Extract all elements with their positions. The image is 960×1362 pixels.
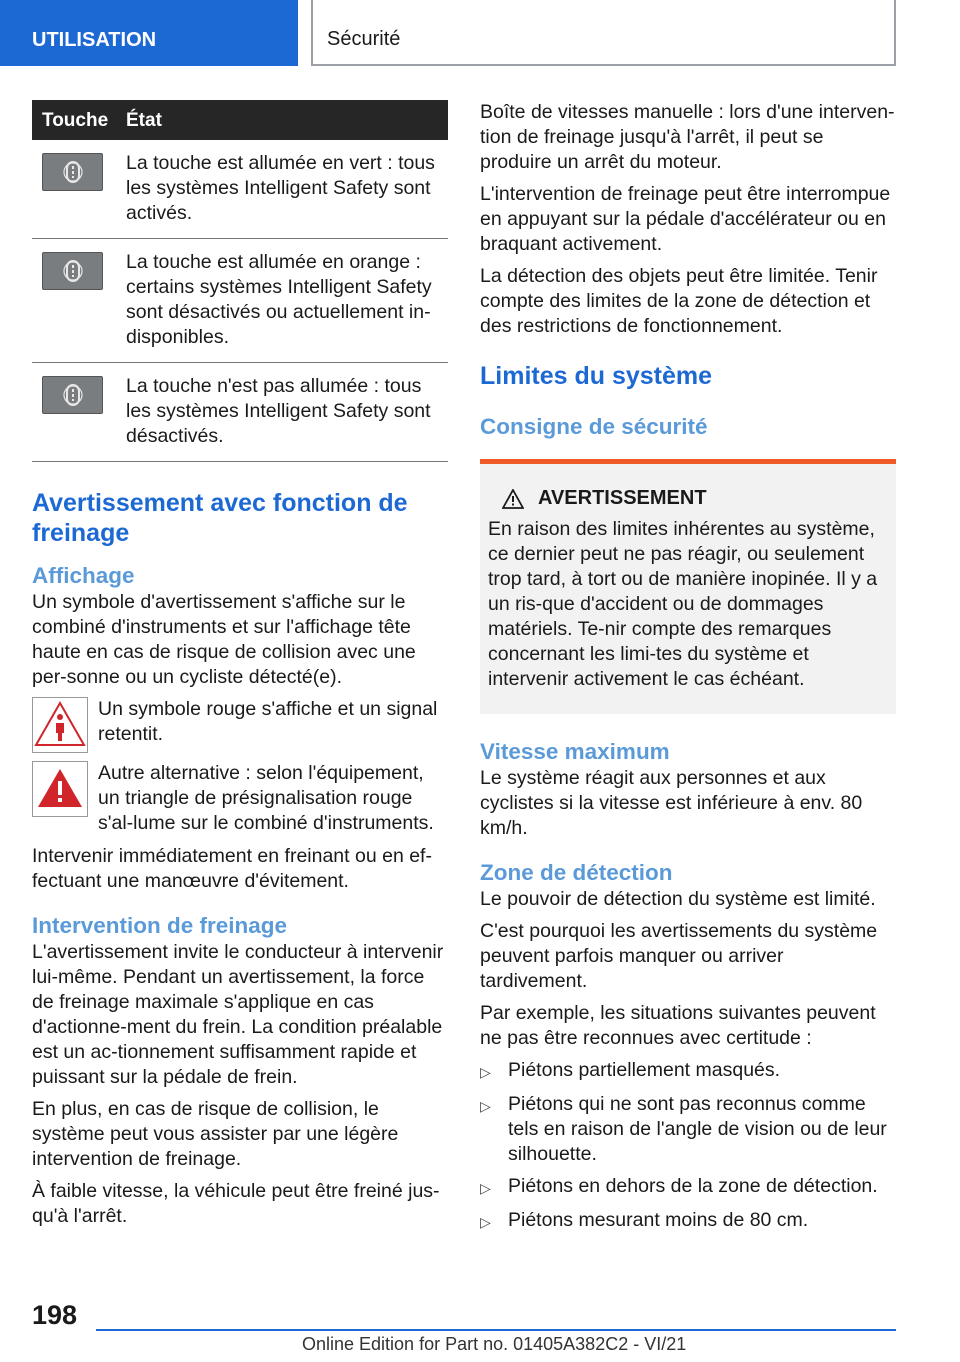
safety-button-icon xyxy=(42,153,103,191)
right-column xyxy=(480,100,896,1242)
icon-description: Autre alternative : selon l'équipement, un triangle de présignalisation rouge s'al-lume sur le combiné d'instruments. xyxy=(98,762,434,834)
table-row xyxy=(32,239,448,363)
safety-button-icon xyxy=(42,376,103,414)
table-row xyxy=(32,363,448,462)
chapter-title: Sécurité xyxy=(311,0,896,66)
table-header xyxy=(32,100,448,140)
button-status-table xyxy=(32,100,448,462)
subsection-heading-vitesse: Vitesse maximum xyxy=(480,739,670,764)
paragraph: La détection des objets peut être limitée. Tenir compte des limites de la zone de détection et des restrictions de fonctionnement. xyxy=(480,265,878,337)
triangle-bullet-icon: ▷ xyxy=(480,1214,491,1230)
paragraph: Un symbole d'avertissement s'affiche sur le combiné d'instruments et sur l'affichage tête haute en cas de risque de collision avec une per-sonne ou un cycliste détecté(e). xyxy=(32,591,416,688)
paragraph: Boîte de vitesses manuelle : lors d'une interven-tion de freinage jusqu'à l'arrêt, il peut se produire un arrêt du moteur. xyxy=(480,101,895,173)
page-number: 198 xyxy=(32,1300,78,1330)
warning-title-text: AVERTISSEMENT xyxy=(538,487,707,509)
section-heading: Avertissement avec fonction de freinage xyxy=(32,489,408,547)
triangle-bullet-icon: ▷ xyxy=(480,1098,491,1114)
triangle-bullet-icon: ▷ xyxy=(480,1180,491,1196)
safety-button-icon xyxy=(42,252,103,290)
footer-edition: Online Edition for Part no. 01405A382C2 - VI/21 xyxy=(302,1334,687,1354)
icon-description: Un symbole rouge s'affiche et un signal retentit. xyxy=(98,698,438,745)
icon-row-triangle xyxy=(32,761,448,836)
section-tab[interactable]: UTILISATION xyxy=(0,0,298,66)
paragraph: En plus, en cas de risque de collision, le système peut vous assister par une légère intervention de freinage. xyxy=(32,1098,399,1170)
table-header-key: Touche xyxy=(42,109,109,131)
paragraph: Le système réagit aux personnes et aux cyclistes si la vitesse est inférieure à env. 80 km/h. xyxy=(480,767,863,839)
section-heading: Limites du système xyxy=(480,362,713,390)
list-item: ▷ Piétons en dehors de la zone de détection. xyxy=(480,1174,896,1201)
paragraph: À faible vitesse, la véhicule peut être freiné jus-qu'à l'arrêt. xyxy=(32,1180,440,1227)
warning-triangle-icon xyxy=(502,489,524,509)
subsection-heading-consigne: Consigne de sécurité xyxy=(480,414,708,439)
table-header-state: État xyxy=(126,109,162,131)
subsection-heading-zone: Zone de détection xyxy=(480,860,673,885)
triangle-bullet-icon: ▷ xyxy=(480,1064,491,1080)
paragraph: Le pouvoir de détection du système est limité. xyxy=(480,888,876,910)
table-cell-state: La touche est allumée en vert : tous les systèmes Intelligent Safety sont activés. xyxy=(126,152,435,224)
warning-title xyxy=(488,464,888,517)
list-item: ▷ Piétons qui ne sont pas reconnus comme tels en raison de l'angle de vision ou de leur silhouette. xyxy=(480,1093,887,1165)
paragraph: Intervenir immédiatement en freinant ou en ef-fectuant une manœuvre d'évitement. xyxy=(32,845,432,892)
list-item: ▷ Piétons mesurant moins de 80 cm. xyxy=(480,1208,896,1235)
warning-text: En raison des limites inhérentes au système, ce dernier peut ne pas réagir, ou seulement trop tard, à tort ou de manière inopinée. Il y a un ris-que d'accident ou de dommages matériels. Te-nir compte des remarques concernant les limi-tes du système et intervenir activement le cas échéant. xyxy=(488,518,878,690)
paragraph: L'avertissement invite le conducteur à intervenir lui-même. Pendant un avertissement, la force de freinage maximale s'applique en cas d'actionne-ment du frein. La condition préalable est un ac-tionnement suffisamment rapide et puissant sur la pédale de frein. xyxy=(32,941,444,1088)
bullet-list xyxy=(480,1058,896,1235)
subsection-heading-intervention: Intervention de freinage xyxy=(32,913,288,938)
table-cell-state: La touche est allumée en orange : certains systèmes Intelligent Safety sont désactivés ou actuellement in-disponibles. xyxy=(126,251,432,348)
list-item: ▷ Piétons partiellement masqués. xyxy=(480,1058,896,1085)
paragraph: L'intervention de freinage peut être interrompue en appuyant sur la pédale d'accélérateur ou en braquant activement. xyxy=(480,183,891,255)
pedestrian-warning-icon xyxy=(32,697,88,753)
subsection-heading-affichage: Affichage xyxy=(32,563,135,588)
paragraph: Par exemple, les situations suivantes peuvent ne pas être reconnues avec certitude : xyxy=(480,1002,876,1049)
paragraph: C'est pourquoi les avertissements du système peuvent parfois manquer ou arriver tardivement. xyxy=(480,920,878,992)
warning-box xyxy=(480,459,896,714)
warning-triangle-icon xyxy=(32,761,88,817)
table-cell-state: La touche n'est pas allumée : tous les systèmes Intelligent Safety sont désactivés. xyxy=(126,375,431,447)
left-column xyxy=(32,100,448,1236)
icon-row-pedestrian xyxy=(32,697,448,753)
page-header xyxy=(0,0,960,66)
table-row xyxy=(32,140,448,239)
footer-divider xyxy=(96,1329,896,1331)
